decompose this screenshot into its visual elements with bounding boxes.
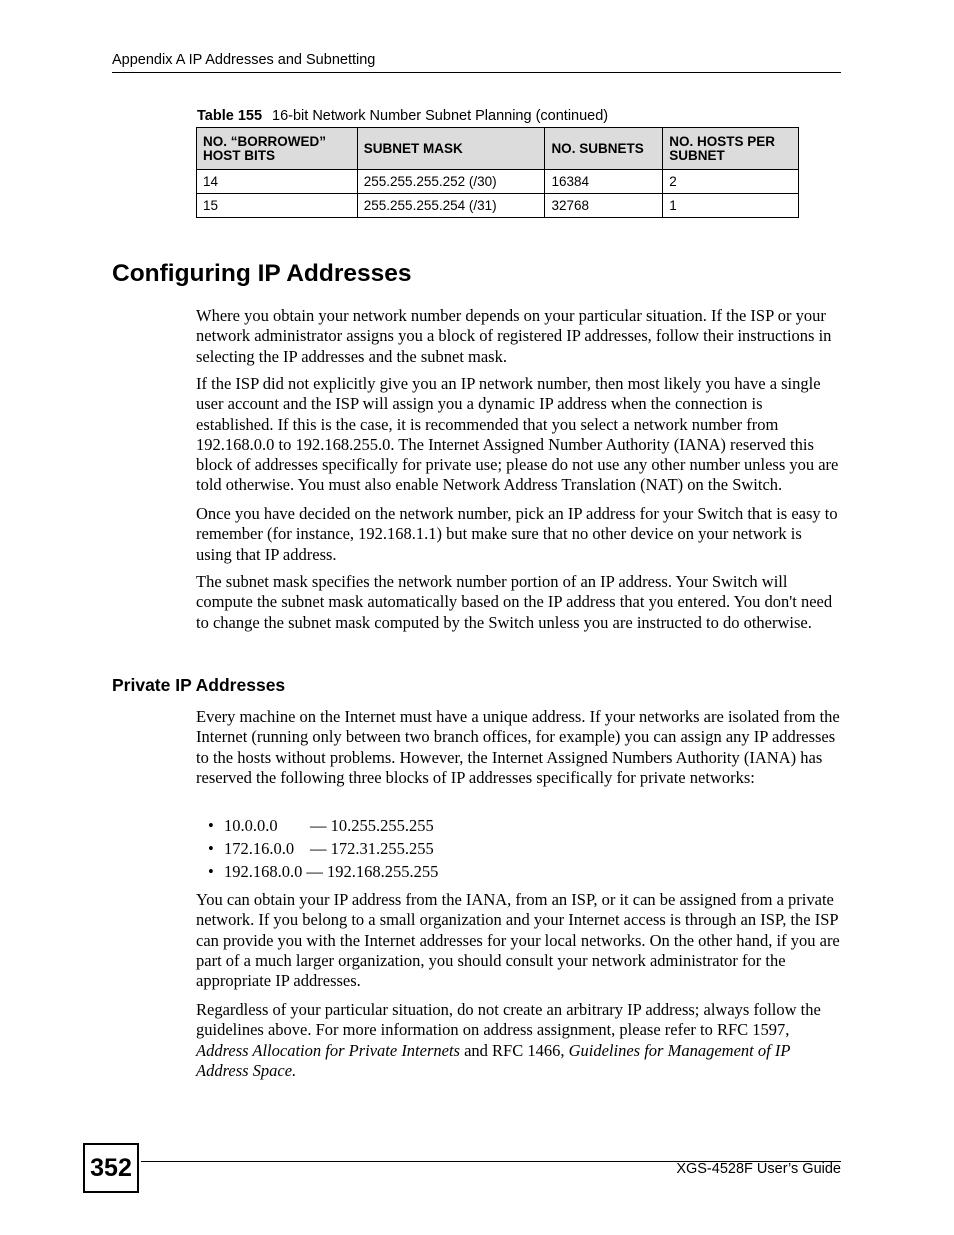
table-caption-text: 16-bit Network Number Subnet Planning (continued) (272, 108, 609, 124)
rfc-1466-title: Guidelines for Management of IP Address Space. (196, 1040, 791, 1080)
paragraph-isp-dynamic-ip: If the ISP did not explicitly give you an IP network number, then most likely you have a single user account and the ISP will assign you a dynamic IP address when the connection is established. If this is the case, it is recommended that you select a network number from 192.168.0.0 to 192.168.255.0. The Internet Assigned Number Authority (IANA) reserved this block of addresses specifically for private use; please do not use any other number unless you are told otherwise. You must also enable Network Address Translation (NAT) on the Switch. (196, 374, 839, 495)
table-row (197, 170, 799, 194)
bullet-icon: • (208, 839, 214, 858)
subnet-planning-table (196, 127, 799, 218)
col-header-hosts-per-subnet: NO. HOSTS PER SUBNET (663, 128, 799, 170)
rfc-text-part1: Regardless of your particular situation, do not create an arbitrary IP address; always follow the guidelines above. For more information on address assignment, please refer to RFC 1597, (196, 1000, 821, 1040)
paragraph-subnet-mask: The subnet mask specifies the network number portion of an IP address. Your Switch will compute the subnet mask automatically based on the IP address that you entered. You don't need to change the subnet mask computed by the Switch unless you are instructed to do otherwise. (196, 572, 833, 632)
list-item (196, 862, 438, 885)
col-header-no-subnets: NO. SUBNETS (545, 128, 663, 170)
guide-title: XGS-4528F User’s Guide (676, 1161, 841, 1177)
paragraph-pick-ip-address: Once you have decided on the network number, pick an IP address for your Switch that is easy to remember (for instance, 192.168.1.1) but make sure that no other device on your network is using that IP address. (196, 504, 838, 564)
section-title: Configuring IP Addresses (112, 260, 412, 287)
table-cell: 15 (197, 194, 358, 218)
table-cell: 16384 (545, 170, 663, 194)
table-caption-label: Table 155 (197, 108, 263, 124)
subsection-title: Private IP Addresses (112, 675, 286, 695)
running-header: Appendix A IP Addresses and Subnetting (112, 52, 376, 68)
col-header-subnet-mask: SUBNET MASK (357, 128, 545, 170)
col-header-borrowed-host-bits: NO. “BORROWED” HOST BITS (197, 128, 358, 170)
range-start: 172.16.0.0 (224, 839, 295, 858)
page-number: 352 (83, 1143, 139, 1193)
header-divider (112, 72, 841, 73)
private-ip-range-list (196, 816, 438, 885)
paragraph-obtain-ip-from-iana: You can obtain your IP address from the IANA, from an ISP, or it can be assigned from a private network. If you belong to a small organization and your Internet access is through an ISP, the ISP can provide you with the Internet addresses for your local networks. On the other hand, if you are part of a much larger organization, you should consult your network administrator for the appropriate IP addresses. (196, 890, 840, 991)
bullet-icon: • (208, 862, 214, 881)
paragraph-obtain-network-number: Where you obtain your network number depends on your particular situation. If the ISP or your network administrator assigns you a block of registered IP addresses, follow their instructions in selecting the IP addresses and the subnet mask. (196, 306, 832, 366)
rfc-text-part2: and RFC 1466, (459, 1040, 569, 1060)
range-end: — 192.168.255.255 (306, 862, 439, 881)
table-cell: 32768 (545, 194, 663, 218)
table-cell: 255.255.255.252 (/30) (357, 170, 545, 194)
list-item (196, 816, 438, 839)
table-header-row (197, 128, 799, 170)
range-start: 10.0.0.0 (224, 816, 278, 835)
range-end: — 172.31.255.255 (310, 839, 434, 858)
table-caption (197, 108, 608, 124)
table-cell: 255.255.255.254 (/31) (357, 194, 545, 218)
paragraph-rfc-references (196, 1000, 841, 1081)
range-end: — 10.255.255.255 (310, 816, 434, 835)
rfc-1597-title: Address Allocation for Private Internets (196, 1040, 460, 1060)
table-cell: 14 (197, 170, 358, 194)
paragraph-private-ip-intro: Every machine on the Internet must have a unique address. If your networks are isolated from the Internet (running only between two branch offices, for example) you can assign any IP addresses to the hosts without problems. However, the Internet Assigned Numbers Authority (IANA) has reserved the following three blocks of IP addresses specifically for private networks: (196, 707, 840, 787)
list-item (196, 839, 438, 862)
table-row (197, 194, 799, 218)
bullet-icon: • (208, 816, 214, 835)
range-start: 192.168.0.0 (224, 862, 303, 881)
table-cell: 2 (663, 170, 799, 194)
table-cell: 1 (663, 194, 799, 218)
